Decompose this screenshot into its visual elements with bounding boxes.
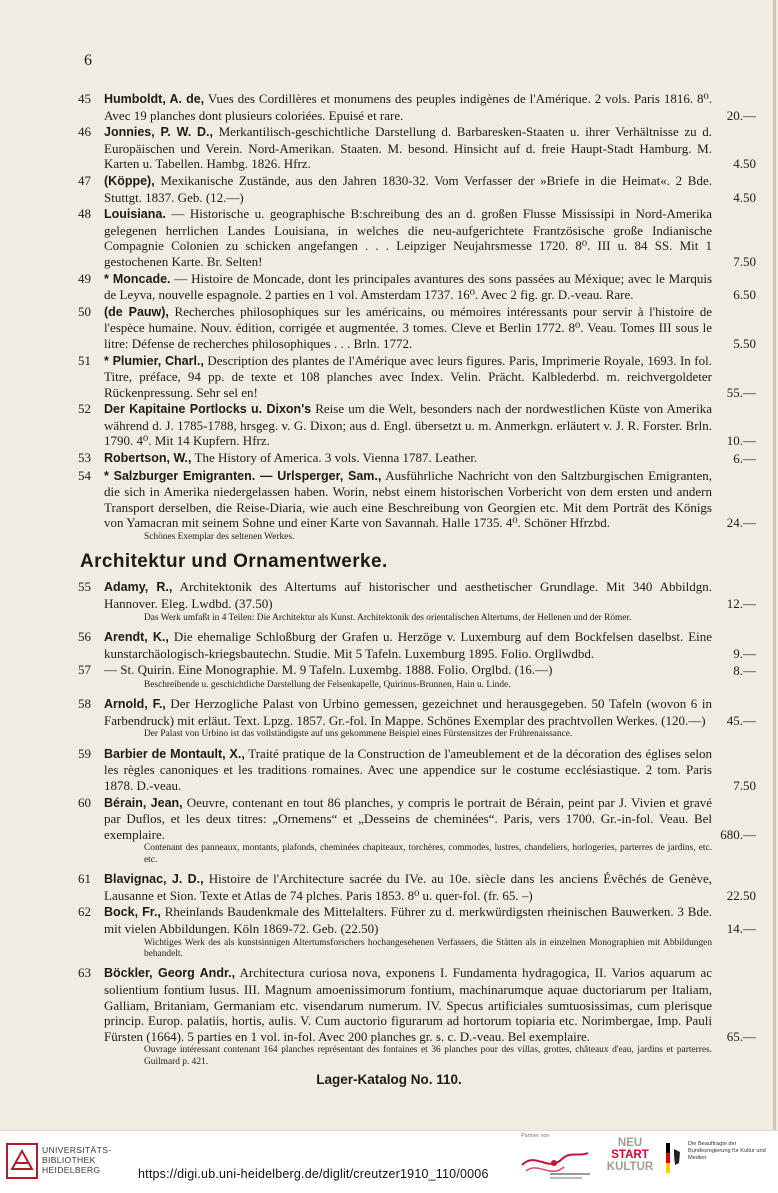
entry-number: 45	[78, 91, 91, 106]
entry-price: 55.—	[726, 384, 756, 400]
neustart-line-2: START	[611, 1149, 649, 1161]
entry-author: (Köppe),	[104, 173, 155, 188]
catalog-entry	[78, 579, 756, 611]
catalog-entry	[78, 662, 756, 679]
catalog-entry	[78, 871, 756, 903]
entry-number: 58	[78, 696, 91, 712]
entry-author: * Moncade.	[104, 271, 171, 286]
entry-note: Contenant des panneaux, montants, plafonds, cheminées chapiteaux, torchères, commodes, lustres, chandeliers, horlogeries, parterres de jardins, etc. etc.	[144, 843, 712, 865]
entry-author: (de Pauw),	[104, 304, 169, 319]
entry-note: Der Palast von Urbino ist das vollständigste auf uns gekommene Beispiel eines Fürstensitzes der Frührenaissance.	[144, 729, 573, 740]
entry-description: Mexikanische Zustände, aus den Jahren 1830-32. Vom Verfasser der »Briefe in die Heimat«. 2 Bde. Stuttgt. 1837. Geb. (12.—)	[104, 172, 712, 205]
document-url[interactable]: https://digi.ub.uni-heidelberg.de/diglit/creutzer1910_110/0006	[138, 1167, 489, 1181]
entry-author: Humboldt, A. de,	[104, 92, 205, 106]
entry-author: * Salzburger Emigranten. — Urlsperger, Sam.,	[104, 468, 382, 483]
entry-description: Der Herzogliche Palast von Urbino gemessen, gezeichnet und herausgegeben. 50 Tafeln (wovon 6 in Farbendruck) mit erläut. Text. Lpzg. 1857. Gr.-fol. In Mappe. Schönes Exemplar des prachtvollen Werkes. (120.—)	[104, 696, 712, 728]
catalog-entry	[78, 353, 756, 401]
entry-price: 9.—	[733, 645, 756, 661]
entry-description: Reise um die Welt, besonders nach der nordwestlichen Küste von Amerika während d. J. 1785-1788, hrsgeg. v. G. Dixon; aus d. Engl. übersetzt u. m. Anmerkgn. erläutert v. J. R. Forster. Brln. 1790. 4⁰. Mit 14 Kupfern. Hfrz.	[104, 401, 712, 449]
catalog-entry	[78, 450, 756, 467]
entry-number: 63	[78, 965, 91, 981]
catalog-entry	[78, 206, 756, 269]
entry-number: 47	[78, 172, 91, 188]
entry-description: — St. Quirin. Eine Monographie. M. 9 Tafeln. Luxembg. 1888. Folio. Orglbd. (16.—)	[104, 662, 553, 678]
entry-number: 61	[78, 871, 91, 887]
entry-price: 24.—	[726, 515, 756, 531]
entry-price: 10.—	[726, 433, 756, 449]
catalog-entry	[78, 401, 756, 449]
bkm-text: Die Beauftragte der Bundesregierung für Kultur und Medien	[688, 1141, 766, 1161]
neustart-line-1: NEU	[617, 1137, 643, 1149]
entry-number: 54	[78, 467, 91, 483]
section-heading: Architektur und Ornamentwerke.	[80, 551, 388, 573]
entry-author: Jonnies, P. W. D.,	[104, 125, 213, 140]
entry-number: 55	[78, 579, 91, 595]
entry-number: 59	[78, 745, 91, 761]
catalog-entry	[78, 173, 756, 205]
entries-section-b	[78, 579, 756, 1068]
entry-price: 12.—	[726, 596, 756, 612]
entries-section-a	[78, 91, 756, 531]
catalog-entry	[78, 795, 756, 843]
entry-note: Beschreibende u. geschichtliche Darstellung der Felsenkapelle, Quirinus-Brunnen, Hain u. Linde.	[144, 679, 511, 690]
page-edge	[773, 0, 776, 1130]
partner-logo-icon[interactable]	[518, 1143, 592, 1185]
entry-description: Vues des Cordillères et monumens des peuples indigènes de l'Amérique. 2 vols. Paris 1816. 8⁰. Avec 19 planches dont plusieurs coloriées. Epuisé et rare.	[104, 91, 712, 123]
uni-line-1: UNIVERSITÄTS-	[42, 1145, 112, 1155]
entry-author: Bock, Fr.,	[104, 905, 161, 920]
entry-number: 60	[78, 794, 91, 810]
entry-author: Robertson, W.,	[104, 451, 192, 466]
entry-author: Adamy, R.,	[104, 580, 173, 595]
uni-line-2: BIBLIOTHEK	[42, 1155, 96, 1165]
neustart-line-3: KULTUR	[606, 1161, 654, 1173]
catalog-footer: Lager-Katalog No. 110.	[316, 1072, 462, 1087]
viewer-bottom-bar	[0, 1130, 778, 1193]
catalog-entry	[78, 468, 756, 531]
entry-author: Bérain, Jean,	[104, 795, 183, 810]
entry-note: Wichtiges Werk des als kunstsinnigen Altertumsforschers hochangesehenen Verfassers, die Stätten als in einzelnen Monographien mit Abbildungen behandelt.	[144, 937, 712, 959]
entry-price: 7.50	[733, 253, 756, 269]
entry-description: — Historische u. geographische B:schreibung des an d. großen Flusse Mississipi in Nord-Amerika gelegenen herrlichen Landes Louisiana, in welches die neu-aufgerichtete Frantzösische große Indianische Compagnie Colonien zu schicken angefangen . . . Leipziger Neujahrsmesse 1720. 8⁰. III u. 84 SS. Mit 1 gestochenen Karte. Br. Selten!	[104, 206, 712, 269]
entry-note: Ouvrage intéressant contenant 164 planches représentant des fontaines et 36 planches pour des villas, grottes, châteaux d'eau, jardins et parterres. Guilmard p. 421.	[144, 1045, 712, 1067]
entry-number: 46	[78, 124, 91, 140]
entry-author: Der Kapitaine Portlocks u. Dixon's	[104, 402, 312, 417]
entry-number: 51	[78, 352, 91, 368]
entry-price: 680.—	[720, 826, 756, 842]
bkm-logo[interactable]	[666, 1137, 774, 1183]
catalog-entry	[78, 91, 756, 123]
catalog-entry	[78, 904, 756, 936]
entry-author: Böckler, Georg Andr.,	[104, 966, 236, 981]
entry-price: 7.50	[733, 778, 756, 793]
entry-price: 65.—	[726, 1028, 756, 1044]
catalog-entry	[78, 124, 756, 172]
federal-eagle-flag-icon	[666, 1143, 682, 1173]
catalog-entry	[78, 304, 756, 352]
entry-description: Ausführliche Nachricht von den Saltzburgischen Emigranten, die sich in Amerika niedergelassen haben. Worin, nebst einem historischen Vorbericht von dem ersten und andern Transport derselben, die Reise-Diaria, wie auch eine Beschreibung von Georgien etc. Mit dem Porträt des Königs von Yamacran mit seinem Sohne und einer Karte von Savannah. Halle 1735. 4⁰. Schöner Hfrzbd.	[104, 467, 712, 531]
entry-description: Rheinlands Baudenkmale des Mittelalters. Führer zu d. merkwürdigsten rheinischen Bauwerken. 3 Bde. mit vielen Abbildungen. Köln 1869-72. Geb. (22.50)	[104, 904, 712, 936]
catalog-entry	[78, 746, 756, 794]
entry-description: Merkantilisch-geschichtliche Darstellung d. Barbaresken-Staaten u. ihrer Verhältnisse zu d. Europäischen und Verein. Nord-Amerikan. Staaten. M. besond. Hinsicht auf d. freie Haupt-Stadt Hamburg. M. Karten u. Tabellen. Hambg. 1826. Hfrz.	[104, 124, 713, 172]
university-library-name	[42, 1145, 111, 1175]
uni-line-3: HEIDELBERG	[42, 1165, 101, 1175]
entry-note: Das Werk umfaßt in 4 Teilen: Die Architektur als Kunst. Architektonik des orientalischen Altertums, der Hellenen und der Römer.	[144, 612, 632, 623]
catalog-entry	[78, 696, 756, 728]
entry-description: Recherches philosophiques sur les américains, ou mémoires intéressants pour servir à l'histoire de l'espèce humaine. Nouv. édition, corrigée et augmentée. 3 tomes. Cleve et Berlin 1772. 8⁰. Veau. Tomes III sous le litre: Défense de recherches philosophiques . . . Brln. 1772.	[104, 303, 712, 351]
entry-description: Die ehemalige Schloßburg der Grafen u. Herzöge v. Luxemburg auf dem Bockfelsen daselbst. Eine kunstarchäologisch-kriegsbautechn. Studie. Mit 5 Tafeln. Luxemburg 1895. Folio. Orgllwdbd.	[104, 629, 713, 661]
entry-number: 53	[78, 450, 91, 466]
entry-description: Architectura curiosa nova, exponens I. Fundamenta hydragogica, II. Varios aquarum ac solientium fontium lusus. III. Magnum amoenissimorum fontium, machinarumque aquae ductoriarum per Italiam, Galliam, Britaniam, Germaniam etc. visendarum numerum. IV. Specus artificiales sumtuosissimas, cum plerisque princip. Europ. palatiis, hortis, aulis. V. Cum auctorio figurarum ad hortorum topiaria etc. Norimbergae, Imp. Pauli Fürsten (1664). 5 parties en 1 vol. in-fol. Avec 200 planches gr. s. c. D.-veau. Bel exemplaire.	[104, 965, 712, 1044]
entry-note: Schönes Exemplar des seltenen Werkes.	[144, 532, 295, 543]
university-library-logo[interactable]	[6, 1139, 136, 1185]
entry-author: * Plumier, Charl.,	[104, 353, 204, 368]
entry-price: 14.—	[726, 920, 756, 936]
entry-price: 45.—	[726, 712, 756, 728]
entry-author: Arnold, F.,	[104, 697, 166, 712]
ub-heidelberg-icon	[6, 1143, 38, 1179]
page-number: 6	[84, 52, 92, 69]
catalog-body	[78, 91, 756, 1073]
catalog-entry	[78, 271, 756, 303]
entry-price: 8.—	[733, 663, 756, 679]
entry-price: 5.50	[733, 335, 756, 351]
entry-number: 52	[78, 401, 91, 417]
entry-number: 56	[78, 629, 91, 645]
entry-author: Blavignac, J. D.,	[104, 872, 204, 887]
entry-number: 62	[78, 904, 91, 920]
neustart-kultur-logo[interactable]	[606, 1135, 654, 1189]
entry-author: Barbier de Montault, X.,	[104, 746, 245, 761]
entry-number: 48	[78, 206, 91, 222]
partner-label: Partner von	[521, 1133, 550, 1139]
entry-price: 6.50	[733, 287, 756, 303]
entry-price: 4.50	[733, 189, 756, 205]
entry-price: 6.—	[733, 451, 756, 467]
entry-description: Oeuvre, contenant en tout 86 planches, y compris le portrait de Bérain, peint par J. Vivien et gravé par Duflos, et les deux titres: „Ornemens“ et „Desseins de cheminées“. Paris, vers 1700. Gr.-in-fol. Veau. Bel exemplaire.	[104, 794, 712, 842]
entry-price: 22.50	[726, 887, 756, 903]
entry-number: 57	[78, 662, 91, 678]
entry-description: — Histoire de Moncade, dont les principales avantures des sons passées au Méxique; avec le Marquis de Leyva, nouvelle espagnole. 2 parties en 1 vol. Amsterdam 1737. 16⁰. Avec 2 fig. gr. D.-veau. Rare.	[104, 270, 713, 303]
entry-description: The History of America. 3 vols. Vienna 1787. Leather.	[194, 450, 478, 466]
catalog-entry	[78, 629, 756, 661]
entry-price: 20.—	[726, 107, 756, 123]
entry-description: Histoire de l'Architecture sacrée du IVe. au 10e. siècle dans les anciens Évêchés de Genève, Lausanne et Sion. Texte et Atlas de 74 plches. Paris 1853. 8⁰ u. quer-fol. (fr. 65. –)	[104, 871, 712, 903]
entry-author: Arendt, K.,	[104, 630, 169, 645]
entry-description: Description des plantes de l'Amérique avec leurs figures. Paris, Imprimerie Royale, 1693. In fol. Titre, préface, 94 pp. de texte et 108 planches avec Index. Velin. Prächt. Kalblederbd. m. reichvergoldeter Rückenpressung. Sehr sel en!	[104, 352, 712, 400]
entry-number: 50	[78, 303, 91, 319]
entry-number: 49	[78, 270, 91, 286]
catalog-entry	[78, 965, 756, 1044]
entry-price: 4.50	[733, 156, 756, 172]
entry-author: Louisiana.	[104, 207, 166, 222]
entry-description: Traité pratique de la Construction de l'ameublement et de la décoration des églises selon les règles canoniques et les traditions romaines. Avec une appendice sur le costume ecclésiastique. 2 tom. Paris 1878. D.-veau.	[104, 745, 712, 793]
entry-description: Architektonik des Altertums auf historischer und aesthetischer Grundlage. Mit 340 Abbildgn. Hannover. Eleg. Lwdbd. (37.50)	[104, 579, 712, 612]
